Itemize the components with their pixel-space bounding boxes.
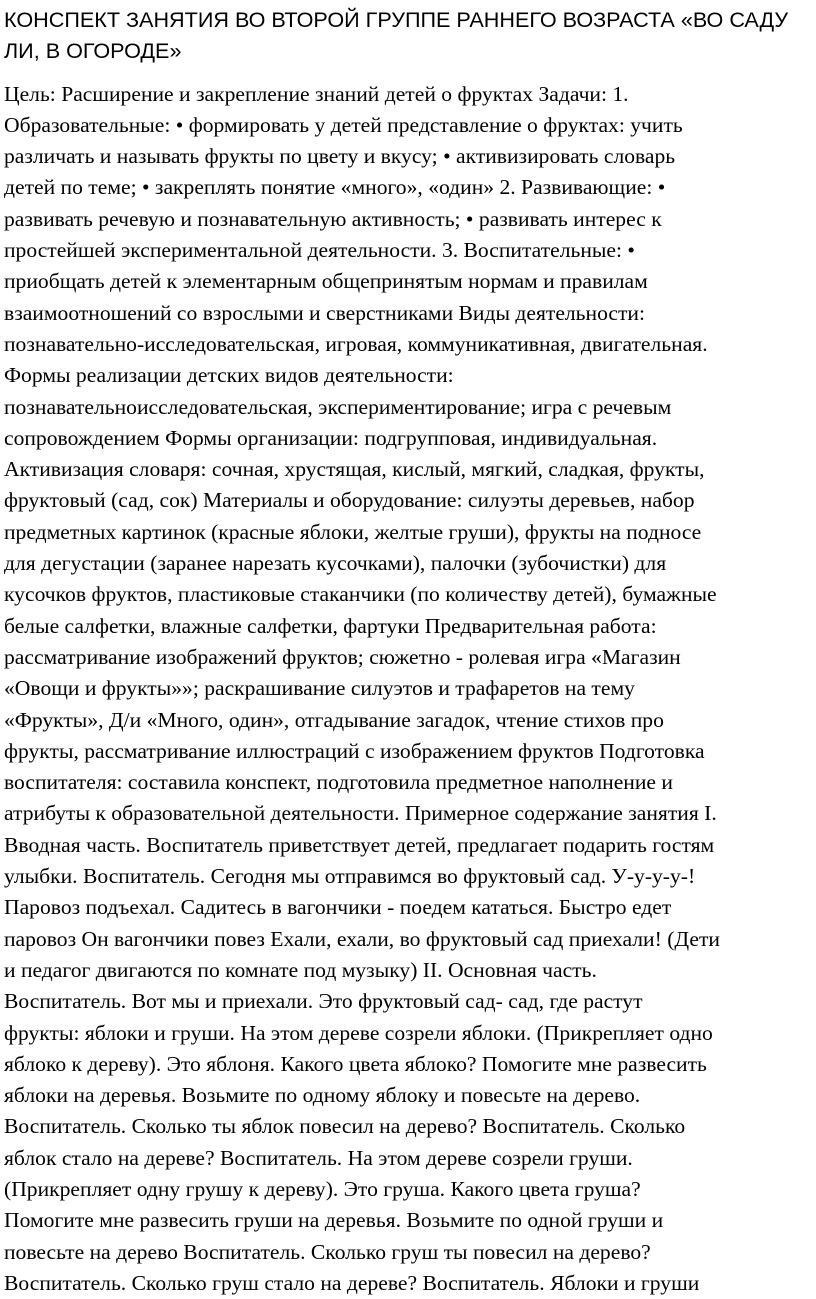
body-line: познавательно-исследовательская, игровая, коммуникативная, двигательная. xyxy=(4,331,708,356)
body-line: Воспитатель. Сколько ты яблок повесил на дерево? Воспитатель. Сколько xyxy=(4,1114,686,1139)
body-line: для дегустации (заранее нарезать кусочками), палочки (зубочистки) для xyxy=(4,551,667,576)
body-line: развивать речевую и познавательную активность; • развивать интерес к xyxy=(4,206,662,231)
body-line: яблоки на деревья. Возьмите по одному яблоку и повесьте на дерево. xyxy=(4,1083,641,1108)
body-line: предметных картинок (красные яблоки, желтые груши), фрукты на подносе xyxy=(4,519,702,544)
body-line: Вводная часть. Воспитатель приветствует детей, предлагает подарить гостям xyxy=(4,832,715,857)
body-line: фруктовый (сад, сок) Материалы и оборудование: силуэты деревьев, набор xyxy=(4,488,695,513)
body-line: «Фрукты», Д/и «Много, один», отгадывание загадок, чтение стихов про xyxy=(4,707,664,732)
body-line: белые салфетки, влажные салфетки, фартуки Предварительная работа: xyxy=(4,613,657,638)
body-line: фрукты, рассматривание иллюстраций с изображением фруктов Подготовка xyxy=(4,738,705,763)
body-line: (Прикрепляет одну грушу к дереву). Это груша. Какого цвета груша? xyxy=(4,1176,641,1201)
body-line: различать и называть фрукты по цвету и вкусу; • активизировать словарь xyxy=(4,144,676,169)
body-line: яблоко к дереву). Это яблоня. Какого цвета яблоко? Помогите мне развесить xyxy=(4,1051,707,1076)
body-line: атрибуты к образовательной деятельности. Примерное содержание занятия I. xyxy=(4,801,717,826)
body-line: «Овощи и фрукты»»; раскрашивание силуэтов и трафаретов на тему xyxy=(4,676,635,701)
body-line: фрукты: яблоки и груши. На этом дереве созрели яблоки. (Прикрепляет одно xyxy=(4,1020,713,1045)
body-line: Помогите мне развесить груши на деревья. Возьмите по одной груши и xyxy=(4,1208,664,1233)
body-line: познавательноисследовательская, экспериментирование; игра с речевым xyxy=(4,394,672,419)
body-line: улыбки. Воспитатель. Сегодня мы отправимся во фруктовый сад. У-у-у-у-! xyxy=(4,864,696,889)
body-line: Формы реализации детских видов деятельности: xyxy=(4,363,454,388)
body-line: Активизация словаря: сочная, хрустящая, кислый, мягкий, сладкая, фрукты, xyxy=(4,457,705,482)
document-body xyxy=(4,79,816,1299)
body-line: кусочков фруктов, пластиковые стаканчики (по количеству детей), бумажные xyxy=(4,582,717,607)
document-title: КОНСПЕКТ ЗАНЯТИЯ ВО ВТОРОЙ ГРУППЕ РАННЕГО ВОЗРАСТА «ВО САДУ ЛИ, В ОГОРОДЕ» xyxy=(4,7,789,64)
body-line: взаимоотношений со взрослыми и сверстниками Виды деятельности: xyxy=(4,300,645,325)
body-line: Образовательные: • формировать у детей представление о фруктах: учить xyxy=(4,112,683,137)
body-line: Цель: Расширение и закрепление знаний детей о фруктах Задачи: 1. xyxy=(4,81,629,106)
body-line: яблок стало на дереве? Воспитатель. На этом дереве созрели груши. xyxy=(4,1145,633,1170)
body-line: воспитателя: составила конспект, подготовила предметное наполнение и xyxy=(4,770,673,795)
body-line: Паровоз подъехал. Садитесь в вагончики - поедем кататься. Быстро едет xyxy=(4,895,672,920)
body-line: Воспитатель. Вот мы и приехали. Это фруктовый сад- сад, где растут xyxy=(4,989,643,1014)
body-line: простейшей экспериментальной деятельности. 3. Воспитательные: • xyxy=(4,238,635,263)
body-line: рассматривание изображений фруктов; сюжетно - ролевая игра «Магазин xyxy=(4,644,681,669)
body-line: детей по теме; • закреплять понятие «много», «один» 2. Развивающие: • xyxy=(4,175,666,200)
body-line: повесьте на дерево Воспитатель. Сколько груш ты повесил на дерево? xyxy=(4,1239,651,1264)
body-line: сопровождением Формы организации: подгрупповая, индивидуальная. xyxy=(4,425,658,450)
body-line: приобщать детей к элементарным общепринятым нормам и правилам xyxy=(4,269,648,294)
body-line: паровоз Он вагончики повез Ехали, ехали, во фруктовый сад приехали! (Дети xyxy=(4,926,720,951)
body-line: Воспитатель. Сколько груш стало на дереве? Воспитатель. Яблоки и груши xyxy=(4,1270,700,1295)
body-line: и педагог двигаются по комнате под музыку) II. Основная часть. xyxy=(4,957,597,982)
